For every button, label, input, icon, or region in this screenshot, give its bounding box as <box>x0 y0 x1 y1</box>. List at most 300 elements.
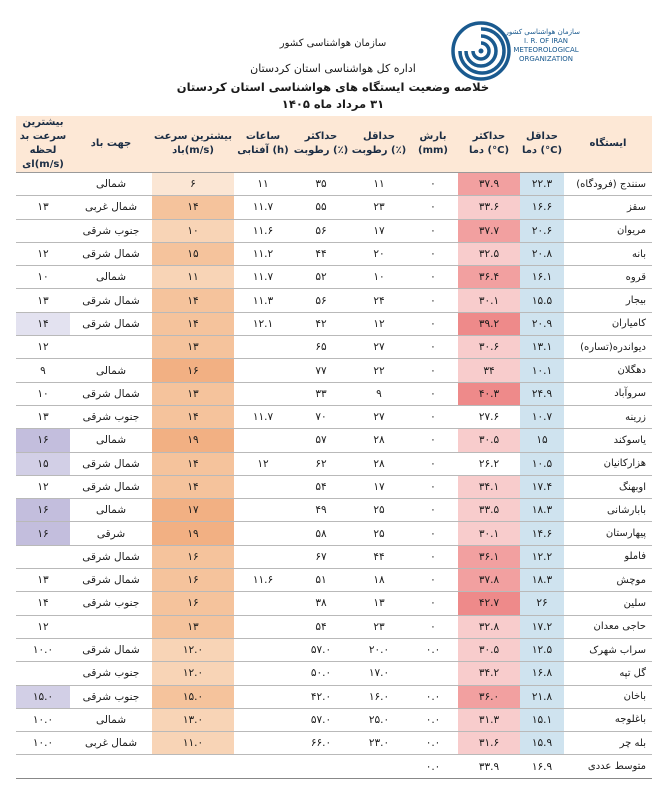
max-gust-cell: ۱۰.۰ <box>16 708 70 731</box>
column-header-line2: رطوبت (٪) <box>293 145 349 156</box>
station-cell: بله چر <box>564 732 652 755</box>
table-row <box>16 615 652 638</box>
table-header-row <box>16 116 652 173</box>
min-temp-cell: ۱۷.۴ <box>520 475 564 498</box>
max-humidity-cell: ۵۷ <box>292 429 350 452</box>
sunshine-hours-cell: ۱۱ <box>234 173 292 196</box>
sunshine-hours-cell <box>234 499 292 522</box>
min-humidity-cell: ۲۰ <box>350 242 408 265</box>
max-humidity-cell: ۶۲ <box>292 452 350 475</box>
max-wind-speed-cell: ۱۵.۰ <box>152 685 234 708</box>
sunshine-hours-cell <box>234 545 292 568</box>
precipitation-cell: ۰ <box>408 382 458 405</box>
min-humidity-cell: ۱۶.۰ <box>350 685 408 708</box>
min-temp-cell: ۱۶.۱ <box>520 266 564 289</box>
precipitation-cell: ۰ <box>408 569 458 592</box>
precipitation-cell: ۰.۰ <box>408 685 458 708</box>
logo-text-organization: ORGANIZATION <box>518 55 573 63</box>
max-gust-cell: ۱۰ <box>16 382 70 405</box>
column-header <box>16 116 70 173</box>
min-humidity-cell: ۲۵ <box>350 499 408 522</box>
column-header-line1: بیشترین سرعت <box>153 131 233 142</box>
wind-direction-cell: شمال شرقی <box>70 638 152 661</box>
min-humidity-cell: ۲۴ <box>350 289 408 312</box>
max-gust-cell: ۱۳ <box>16 196 70 219</box>
precipitation-cell: ۰ <box>408 545 458 568</box>
min-temp-cell: ۱۰.۷ <box>520 405 564 428</box>
max-gust-cell: ۱۵ <box>16 452 70 475</box>
min-humidity-cell: ۲۲ <box>350 359 408 382</box>
max-humidity-cell: ۷۰ <box>292 405 350 428</box>
station-cell: باخان <box>564 685 652 708</box>
department-name: اداره کل هواشناسی استان کردستان <box>250 62 416 75</box>
table-row <box>16 359 652 382</box>
max-gust-cell <box>16 219 70 242</box>
max-humidity-cell: ۵۲ <box>292 266 350 289</box>
max-temp-cell: ۳۶.۰ <box>458 685 520 708</box>
max-wind-speed-cell: ۱۴ <box>152 475 234 498</box>
wind-direction-cell: جنوب شرقی <box>70 219 152 242</box>
sunshine-hours-cell: ۱۱.۶ <box>234 569 292 592</box>
average-min-temp: ۱۶.۹ <box>520 755 564 778</box>
min-temp-cell: ۲۲.۳ <box>520 173 564 196</box>
max-gust-cell: ۹ <box>16 359 70 382</box>
precipitation-cell: ۰ <box>408 173 458 196</box>
max-gust-cell: ۱۴ <box>16 592 70 615</box>
precipitation-cell: ۰ <box>408 475 458 498</box>
max-temp-cell: ۳۶.۱ <box>458 545 520 568</box>
max-wind-speed-cell: ۱۱ <box>152 266 234 289</box>
column-header <box>408 116 458 173</box>
max-temp-cell: ۳۷.۷ <box>458 219 520 242</box>
max-temp-cell: ۳۷.۹ <box>458 173 520 196</box>
precipitation-cell: ۰ <box>408 196 458 219</box>
weather-stations-table <box>16 116 652 779</box>
column-header-line2: آفتابی (h) <box>237 145 289 156</box>
max-wind-speed-cell: ۶ <box>152 173 234 196</box>
precipitation-cell: ۰ <box>408 522 458 545</box>
table-row <box>16 569 652 592</box>
sunshine-hours-cell <box>234 615 292 638</box>
precipitation-cell: ۰ <box>408 405 458 428</box>
wind-direction-cell: شمال شرقی <box>70 242 152 265</box>
max-humidity-cell: ۳۵ <box>292 173 350 196</box>
wind-direction-cell: جنوب شرقی <box>70 592 152 615</box>
column-header <box>564 116 652 173</box>
min-humidity-cell: ۲۸ <box>350 429 408 452</box>
average-label: متوسط عددی <box>564 755 652 778</box>
sunshine-hours-cell <box>234 708 292 731</box>
precipitation-cell: ۰ <box>408 266 458 289</box>
column-header <box>70 116 152 173</box>
column-header-line1: جهت باد <box>90 138 132 149</box>
min-temp-cell: ۱۵.۵ <box>520 289 564 312</box>
min-humidity-cell: ۲۷ <box>350 405 408 428</box>
sunshine-hours-cell: ۱۱.۷ <box>234 405 292 428</box>
column-header-line1: حداکثر <box>304 131 338 142</box>
wind-direction-cell: شمالی <box>70 266 152 289</box>
max-wind-speed-cell: ۱۴ <box>152 312 234 335</box>
report-title: خلاصه وضعیت ایستگاه های هواشناسی استان کردستان <box>176 80 490 94</box>
wind-direction-cell: شمالی <box>70 499 152 522</box>
min-humidity-cell: ۹ <box>350 382 408 405</box>
max-wind-speed-cell: ۱۳ <box>152 382 234 405</box>
wind-direction-cell: شرقی <box>70 522 152 545</box>
station-cell: یاسوکند <box>564 429 652 452</box>
max-temp-cell: ۳۴.۲ <box>458 662 520 685</box>
logo-text-meteorological: METEOROLOGICAL <box>513 46 579 54</box>
max-temp-cell: ۳۹.۲ <box>458 312 520 335</box>
min-temp-cell: ۲۰.۶ <box>520 219 564 242</box>
max-humidity-cell: ۷۷ <box>292 359 350 382</box>
min-temp-cell: ۲۰.۹ <box>520 312 564 335</box>
min-temp-cell: ۱۶.۸ <box>520 662 564 685</box>
min-humidity-cell: ۲۸ <box>350 452 408 475</box>
max-wind-speed-cell: ۱۳ <box>152 336 234 359</box>
max-temp-cell: ۳۲.۸ <box>458 615 520 638</box>
max-wind-speed-cell: ۱۶ <box>152 569 234 592</box>
max-gust-cell: ۱۰.۰ <box>16 638 70 661</box>
sunshine-hours-cell <box>234 662 292 685</box>
max-wind-speed-cell: ۱۷ <box>152 499 234 522</box>
station-cell: دیواندره(تساره) <box>564 336 652 359</box>
max-humidity-cell: ۳۸ <box>292 592 350 615</box>
wind-direction-cell: جنوب شرقی <box>70 405 152 428</box>
max-temp-cell: ۲۷.۶ <box>458 405 520 428</box>
column-header <box>292 116 350 173</box>
max-gust-cell: ۱۲ <box>16 615 70 638</box>
table-row <box>16 499 652 522</box>
wind-direction-cell: شمالی <box>70 429 152 452</box>
station-cell: حاجی معدان <box>564 615 652 638</box>
average-row <box>16 755 652 778</box>
station-cell: گل تپه <box>564 662 652 685</box>
max-humidity-cell: ۶۵ <box>292 336 350 359</box>
empty-cell <box>152 755 234 778</box>
max-temp-cell: ۳۰.۱ <box>458 522 520 545</box>
min-temp-cell: ۱۵ <box>520 429 564 452</box>
sunshine-hours-cell: ۱۱.۶ <box>234 219 292 242</box>
max-wind-speed-cell: ۱۴ <box>152 196 234 219</box>
table-body <box>16 173 652 779</box>
station-cell: موچش <box>564 569 652 592</box>
sunshine-hours-cell <box>234 638 292 661</box>
max-wind-speed-cell: ۱۴ <box>152 452 234 475</box>
station-cell: اوبهنگ <box>564 475 652 498</box>
wind-direction-cell <box>70 615 152 638</box>
max-humidity-cell: ۵۶ <box>292 219 350 242</box>
empty-cell <box>292 755 350 778</box>
min-temp-cell: ۱۳.۱ <box>520 336 564 359</box>
empty-cell <box>350 755 408 778</box>
wind-direction-cell: شمال غربی <box>70 196 152 219</box>
min-temp-cell: ۲۰.۸ <box>520 242 564 265</box>
max-wind-speed-cell: ۱۲.۰ <box>152 662 234 685</box>
precipitation-cell: ۰ <box>408 592 458 615</box>
min-temp-cell: ۲۱.۸ <box>520 685 564 708</box>
wind-direction-cell: شمالی <box>70 173 152 196</box>
max-temp-cell: ۳۱.۶ <box>458 732 520 755</box>
max-humidity-cell: ۵۴ <box>292 475 350 498</box>
station-cell: دهگلان <box>564 359 652 382</box>
max-humidity-cell: ۵۰.۰ <box>292 662 350 685</box>
precipitation-cell: ۰.۰ <box>408 708 458 731</box>
column-header-line2: باد(m/s) <box>172 145 214 156</box>
column-header-line1: حداقل <box>363 131 395 142</box>
empty-cell <box>234 755 292 778</box>
min-temp-cell: ۱۸.۳ <box>520 499 564 522</box>
column-header-line1: بارش <box>419 131 447 142</box>
max-humidity-cell: ۵۵ <box>292 196 350 219</box>
sunshine-hours-cell: ۱۱.۲ <box>234 242 292 265</box>
max-humidity-cell: ۶۶.۰ <box>292 732 350 755</box>
column-header-line2: لحظه ای(m/s) <box>22 145 64 170</box>
sunshine-hours-cell <box>234 592 292 615</box>
table-row <box>16 219 652 242</box>
wind-direction-cell: شمال شرقی <box>70 312 152 335</box>
sunshine-hours-cell: ۱۲.۱ <box>234 312 292 335</box>
table-row <box>16 685 652 708</box>
sunshine-hours-cell <box>234 522 292 545</box>
max-humidity-cell: ۶۷ <box>292 545 350 568</box>
column-header <box>350 116 408 173</box>
min-humidity-cell: ۱۰ <box>350 266 408 289</box>
average-max-temp: ۳۳.۹ <box>458 755 520 778</box>
precipitation-cell: ۰ <box>408 429 458 452</box>
logo-text-country: I. R. OF IRAN <box>523 37 568 45</box>
column-header <box>152 116 234 173</box>
station-cell: فاملو <box>564 545 652 568</box>
precipitation-cell: ۰ <box>408 336 458 359</box>
max-temp-cell: ۳۳.۵ <box>458 499 520 522</box>
max-temp-cell: ۳۰.۵ <box>458 429 520 452</box>
max-gust-cell: ۱۳ <box>16 289 70 312</box>
max-gust-cell <box>16 173 70 196</box>
sunshine-hours-cell: ۱۲ <box>234 452 292 475</box>
max-wind-speed-cell: ۱۰ <box>152 219 234 242</box>
table-row <box>16 475 652 498</box>
station-cell: بانه <box>564 242 652 265</box>
station-cell: مریوان <box>564 219 652 242</box>
min-humidity-cell: ۲۳.۰ <box>350 732 408 755</box>
max-wind-speed-cell: ۱۶ <box>152 592 234 615</box>
precipitation-cell: ۰ <box>408 499 458 522</box>
column-header-line2: رطوبت (٪) <box>351 145 407 156</box>
logo-text-fa: سازمان هواشناسی کشور <box>505 28 580 36</box>
column-header-line1: بیشترین سرعت بد <box>19 117 67 142</box>
max-gust-cell: ۱۶ <box>16 429 70 452</box>
station-cell: زرینه <box>564 405 652 428</box>
max-gust-cell: ۱۵.۰ <box>16 685 70 708</box>
min-temp-cell: ۱۵.۹ <box>520 732 564 755</box>
sunshine-hours-cell: ۱۱.۷ <box>234 196 292 219</box>
column-header-line1: حداقل <box>526 131 558 142</box>
precipitation-cell <box>408 662 458 685</box>
max-temp-cell: ۳۰.۵ <box>458 638 520 661</box>
max-gust-cell: ۱۰ <box>16 266 70 289</box>
max-wind-speed-cell: ۱۵ <box>152 242 234 265</box>
max-humidity-cell: ۵۴ <box>292 615 350 638</box>
table-row <box>16 708 652 731</box>
precipitation-cell: ۰ <box>408 289 458 312</box>
max-humidity-cell: ۵۷.۰ <box>292 638 350 661</box>
max-wind-speed-cell: ۱۹ <box>152 522 234 545</box>
max-wind-speed-cell: ۱۱.۰ <box>152 732 234 755</box>
max-wind-speed-cell: ۱۴ <box>152 289 234 312</box>
table-row <box>16 545 652 568</box>
table-row <box>16 429 652 452</box>
max-gust-cell: ۱۳ <box>16 569 70 592</box>
min-humidity-cell: ۱۷ <box>350 475 408 498</box>
max-temp-cell: ۳۰.۱ <box>458 289 520 312</box>
max-wind-speed-cell: ۱۶ <box>152 545 234 568</box>
max-temp-cell: ۳۴ <box>458 359 520 382</box>
table-row <box>16 312 652 335</box>
min-humidity-cell: ۱۳ <box>350 592 408 615</box>
max-temp-cell: ۳۱.۳ <box>458 708 520 731</box>
table-row <box>16 289 652 312</box>
max-gust-cell: ۱۰.۰ <box>16 732 70 755</box>
max-gust-cell: ۱۴ <box>16 312 70 335</box>
wind-direction-cell: شمال شرقی <box>70 452 152 475</box>
max-humidity-cell: ۳۳ <box>292 382 350 405</box>
min-temp-cell: ۱۲.۲ <box>520 545 564 568</box>
min-temp-cell: ۲۶ <box>520 592 564 615</box>
max-temp-cell: ۴۲.۷ <box>458 592 520 615</box>
min-humidity-cell: ۲۵.۰ <box>350 708 408 731</box>
table-row <box>16 196 652 219</box>
table-row <box>16 452 652 475</box>
precipitation-cell: ۰ <box>408 615 458 638</box>
min-temp-cell: ۱۸.۳ <box>520 569 564 592</box>
sunshine-hours-cell: ۱۱.۳ <box>234 289 292 312</box>
min-humidity-cell: ۱۲ <box>350 312 408 335</box>
wind-direction-cell: شمال شرقی <box>70 382 152 405</box>
column-header <box>234 116 292 173</box>
min-temp-cell: ۱۲.۵ <box>520 638 564 661</box>
max-humidity-cell: ۴۴ <box>292 242 350 265</box>
station-cell: سروآباد <box>564 382 652 405</box>
max-gust-cell: ۱۲ <box>16 475 70 498</box>
max-temp-cell: ۳۷.۸ <box>458 569 520 592</box>
min-humidity-cell: ۴۴ <box>350 545 408 568</box>
max-humidity-cell: ۵۷.۰ <box>292 708 350 731</box>
sunshine-hours-cell <box>234 732 292 755</box>
max-gust-cell: ۱۶ <box>16 499 70 522</box>
max-humidity-cell: ۵۶ <box>292 289 350 312</box>
max-temp-cell: ۲۶.۲ <box>458 452 520 475</box>
sunshine-hours-cell <box>234 685 292 708</box>
table-row <box>16 242 652 265</box>
sunshine-hours-cell: ۱۱.۷ <box>234 266 292 289</box>
column-header-line1: ساعات <box>245 131 281 142</box>
wind-direction-cell: شمالی <box>70 359 152 382</box>
max-temp-cell: ۳۰.۶ <box>458 336 520 359</box>
min-humidity-cell: ۱۷.۰ <box>350 662 408 685</box>
max-temp-cell: ۳۴.۱ <box>458 475 520 498</box>
table-row <box>16 266 652 289</box>
wind-direction-cell: شمال شرقی <box>70 545 152 568</box>
table-row <box>16 638 652 661</box>
wind-direction-cell: شمال غربی <box>70 732 152 755</box>
min-temp-cell: ۱۰.۵ <box>520 452 564 475</box>
max-humidity-cell: ۵۱ <box>292 569 350 592</box>
precipitation-cell: ۰ <box>408 312 458 335</box>
max-gust-cell: ۱۲ <box>16 336 70 359</box>
min-temp-cell: ۲۴.۹ <box>520 382 564 405</box>
table-row <box>16 173 652 196</box>
precipitation-cell: ۰ <box>408 452 458 475</box>
wind-direction-cell: جنوب شرقی <box>70 662 152 685</box>
max-temp-cell: ۳۶.۴ <box>458 266 520 289</box>
max-wind-speed-cell: ۱۲.۰ <box>152 638 234 661</box>
precipitation-cell: ۰ <box>408 219 458 242</box>
station-cell: سقز <box>564 196 652 219</box>
table-row <box>16 592 652 615</box>
station-cell: پیهارستان <box>564 522 652 545</box>
sunshine-hours-cell <box>234 429 292 452</box>
station-cell: بیجار <box>564 289 652 312</box>
wind-direction-cell: شمال شرقی <box>70 289 152 312</box>
max-wind-speed-cell: ۱۳.۰ <box>152 708 234 731</box>
max-wind-speed-cell: ۱۶ <box>152 359 234 382</box>
min-humidity-cell: ۱۷ <box>350 219 408 242</box>
max-temp-cell: ۳۲.۵ <box>458 242 520 265</box>
precipitation-cell: ۰.۰ <box>408 732 458 755</box>
column-header-line1: حداکثر <box>472 131 506 142</box>
min-temp-cell: ۱۷.۲ <box>520 615 564 638</box>
max-gust-cell: ۱۲ <box>16 242 70 265</box>
max-humidity-cell: ۵۸ <box>292 522 350 545</box>
max-wind-speed-cell: ۱۴ <box>152 405 234 428</box>
column-header-line2: دما (°C) <box>468 145 510 156</box>
station-cell: کامیاران <box>564 312 652 335</box>
column-header <box>520 116 564 173</box>
min-temp-cell: ۱۵.۱ <box>520 708 564 731</box>
wind-direction-cell: شمال شرقی <box>70 475 152 498</box>
sunshine-hours-cell <box>234 382 292 405</box>
min-humidity-cell: ۲۳ <box>350 196 408 219</box>
table-row <box>16 405 652 428</box>
empty-cell <box>70 755 152 778</box>
precipitation-cell: ۰ <box>408 359 458 382</box>
station-cell: هزارکانیان <box>564 452 652 475</box>
report-date: ۳۱ مرداد ماه ۱۴۰۵ <box>281 97 385 111</box>
table-row <box>16 662 652 685</box>
table-row <box>16 522 652 545</box>
min-humidity-cell: ۲۳ <box>350 615 408 638</box>
min-temp-cell: ۱۴.۶ <box>520 522 564 545</box>
min-humidity-cell: ۲۰.۰ <box>350 638 408 661</box>
sunshine-hours-cell <box>234 475 292 498</box>
station-cell: سنندج (فرودگاه) <box>564 173 652 196</box>
wind-direction-cell: شمالی <box>70 708 152 731</box>
station-cell: باغلوجه <box>564 708 652 731</box>
sunshine-hours-cell <box>234 359 292 382</box>
min-temp-cell: ۱۰.۱ <box>520 359 564 382</box>
min-humidity-cell: ۱۸ <box>350 569 408 592</box>
sunshine-hours-cell <box>234 336 292 359</box>
station-cell: قروه <box>564 266 652 289</box>
precipitation-cell: ۰ <box>408 242 458 265</box>
max-gust-cell <box>16 662 70 685</box>
station-cell: سلین <box>564 592 652 615</box>
average-precipitation: ۰.۰ <box>408 755 458 778</box>
max-wind-speed-cell: ۱۹ <box>152 429 234 452</box>
max-humidity-cell: ۴۹ <box>292 499 350 522</box>
station-cell: بابارشانی <box>564 499 652 522</box>
column-header <box>458 116 520 173</box>
